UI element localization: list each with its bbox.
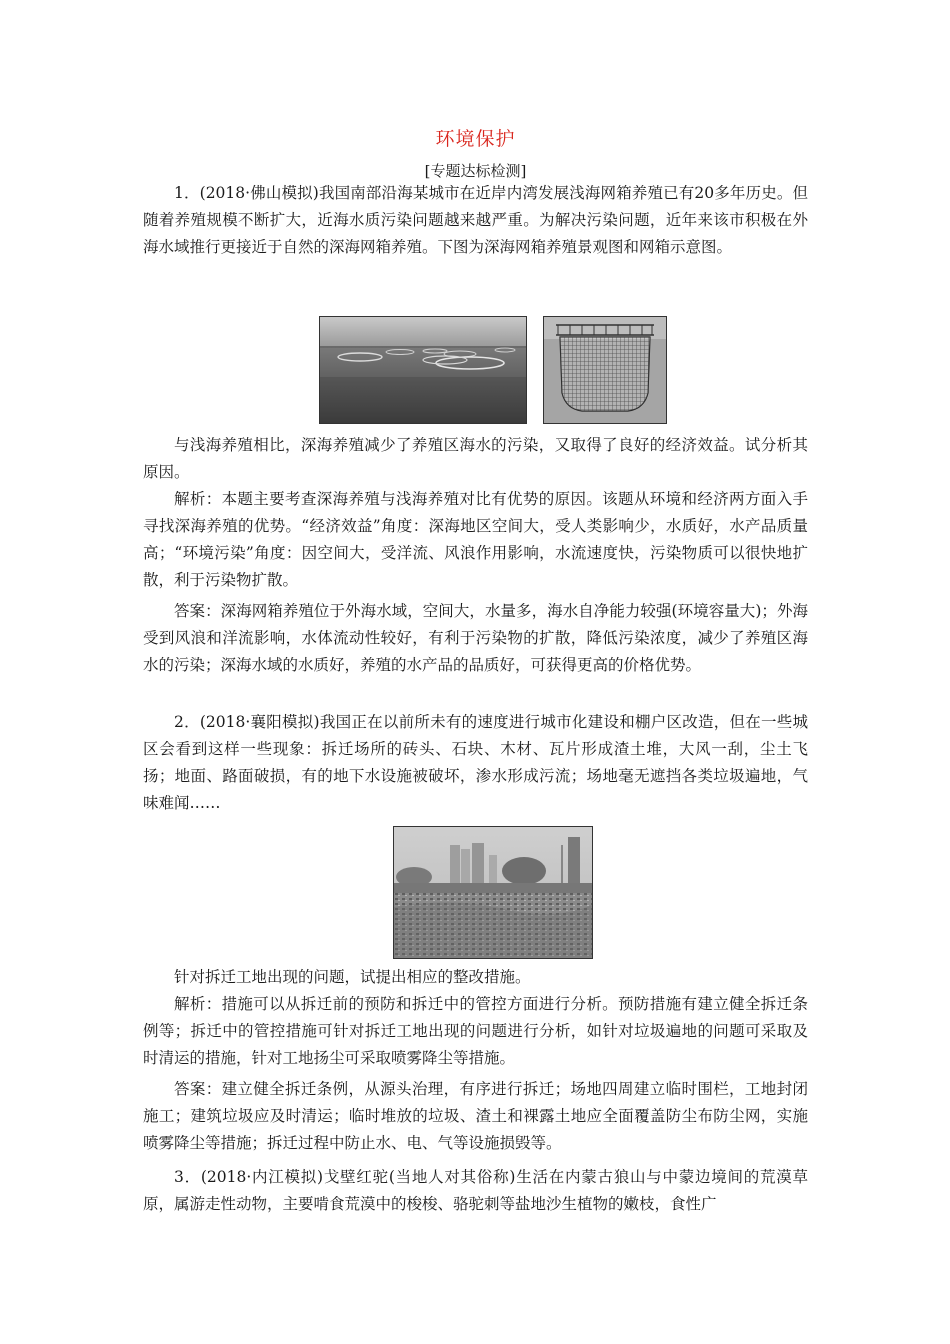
- q1-stem: 1．(2018·佛山模拟)我国南部沿海某城市在近岸内湾发展浅海网箱养殖已有20多年历史。但随着养殖规模不断扩大，近海水质污染问题越来越严重。为解决污染问题，近年来该市积极在外海水域推行更接近于自然的深海网箱养殖。下图为深海网箱养殖景观图和网箱示意图。: [143, 184, 808, 256]
- q3-stem: 3．(2018·内江模拟)戈壁红驼(当地人对其俗称)生活在内蒙古狼山与中蒙边境间的荒漠草原，属游走性动物，主要啃食荒漠中的梭梭、骆驼刺等盐地沙生植物的嫩枝，食性广: [143, 1168, 808, 1213]
- page-title: 环境保护: [435, 128, 516, 150]
- sea-cage-landscape-photo: [319, 316, 527, 424]
- q1-analysis: 解析：本题主要考查深海养殖与浅海养殖对比有优势的原因。该题从环境和经济两方面入手寻找深海养殖的优势。“经济效益”角度：深海地区空间大，受人类影响少，水质好，水产品质量高；“环境污染”角度：因空间大，受洋流、风浪作用影响，水流速度快，污染物质可以很快地扩散，利于污染物扩散。: [143, 490, 808, 589]
- q1-answer: 答案：深海网箱养殖位于外海水域，空间大，水量多，海水自净能力较强(环境容量大)；外海受到风浪和洋流影响，水体流动性较好，有利于污染物的扩散，降低污染浓度，减少了养殖区海水的污染；深海水域的水质好，养殖的水产品的品质好，可获得更高的价格优势。: [143, 602, 808, 674]
- q2-question: 针对拆迁工地出现的问题，试提出相应的整改措施。: [174, 968, 531, 986]
- q2-stem: 2．(2018·襄阳模拟)我国正在以前所未有的速度进行城市化建设和棚户区改造，但在一些城区会看到这样一些现象：拆迁场所的砖头、石块、木材、瓦片形成渣土堆，大风一刮，尘土飞扬；地面、路面破损，有的地下水设施被破坏，渗水形成污流；场地毫无遮挡各类垃圾遍地，气味难闻……: [143, 713, 808, 812]
- page-subtitle: [专题达标检测]: [424, 162, 527, 180]
- q2-analysis: 解析：措施可以从拆迁前的预防和拆迁中的管控方面进行分析。预防措施有建立健全拆迁条例等；拆迁中的管控措施可针对拆迁工地出现的问题进行分析，如针对垃圾遍地的问题可采取及时清运的措施，针对工地扬尘可采取喷雾降尘等措施。: [143, 995, 808, 1067]
- q1-question: 与浅海养殖相比，深海养殖减少了养殖区海水的污染，又取得了良好的经济效益。试分析其原因。: [143, 436, 808, 481]
- demolition-site-photo: [393, 826, 593, 959]
- sea-cage-diagram: [543, 316, 667, 424]
- q2-answer: 答案：建立健全拆迁条例，从源头治理，有序进行拆迁；场地四周建立临时围栏，工地封闭施工；建筑垃圾应及时清运；临时堆放的垃圾、渣土和裸露土地应全面覆盖防尘布防尘网，实施喷雾降尘等措施；拆迁过程中防止水、电、气等设施损毁等。: [143, 1080, 808, 1152]
